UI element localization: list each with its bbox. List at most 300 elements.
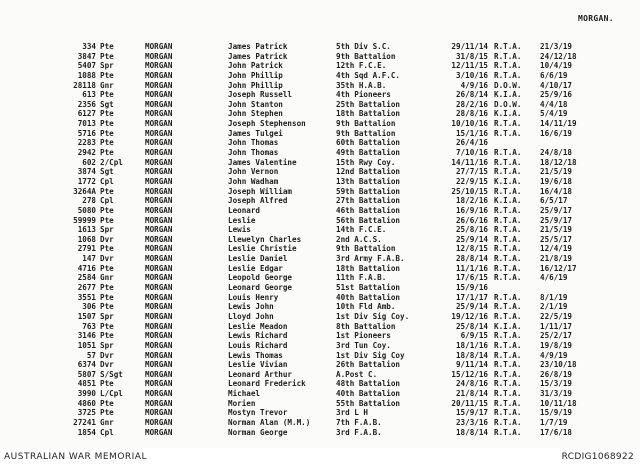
service-number: 5807 [77, 369, 96, 379]
service-number: 1854 [77, 427, 96, 437]
surname: MORGAN [145, 99, 173, 109]
return-date: 18/12/18 [540, 157, 577, 167]
given-names: John Wadham [228, 176, 279, 186]
surname: MORGAN [145, 176, 173, 186]
rank: Pte [100, 215, 114, 225]
surname: MORGAN [145, 254, 173, 264]
enlistment-date: 18/8/14 [455, 350, 488, 360]
return-date: 21/5/19 [540, 225, 573, 235]
enlistment-date: 28/8/14 [455, 254, 488, 264]
return-date: 4/9/19 [540, 350, 568, 360]
rank: Pte [100, 128, 114, 138]
service-number: 147 [82, 254, 96, 264]
fate-status: R.T.A. [494, 350, 522, 360]
fate-status: R.T.A. [494, 205, 522, 215]
table-row [0, 379, 640, 389]
surname: MORGAN [145, 389, 173, 399]
return-date: 25/2/17 [540, 331, 573, 341]
return-date: 19/6/18 [540, 176, 573, 186]
table-row [0, 225, 640, 235]
fate-status: D.O.W. [494, 80, 522, 90]
table-row [0, 235, 640, 245]
unit: 12nd Battalion [336, 167, 401, 177]
unit: 18th Battalion [336, 263, 401, 273]
return-date: 15/3/19 [540, 379, 573, 389]
service-number: 5407 [77, 61, 96, 71]
fate-status: R.T.A. [494, 254, 522, 264]
rank: Gnr [100, 80, 114, 90]
surname: MORGAN [145, 70, 173, 80]
service-number: 613 [82, 90, 96, 100]
unit: 25th Battalion [336, 99, 401, 109]
rank: Cpl [100, 427, 114, 437]
service-number: 2677 [77, 283, 96, 293]
table-row [0, 187, 640, 197]
given-names: Leopold George [228, 273, 293, 283]
rank: 2/Cpl [100, 157, 123, 167]
rank: Dvr [100, 350, 114, 360]
table-row [0, 360, 640, 370]
enlistment-date: 24/8/16 [455, 379, 488, 389]
service-number: 602 [82, 157, 96, 167]
return-date: 14/11/19 [540, 119, 577, 129]
return-date: 6/6/19 [540, 70, 568, 80]
fate-status: R.T.A. [494, 157, 522, 167]
surname: MORGAN [145, 138, 173, 148]
rank: Pte [100, 379, 114, 389]
table-row [0, 351, 640, 361]
service-number: 5080 [77, 205, 96, 215]
table-row [0, 90, 640, 100]
rank: Pte [100, 398, 114, 408]
service-number: 3551 [77, 292, 96, 302]
enlistment-date: 25/10/15 [451, 186, 488, 196]
given-names: Lewis Thomas [228, 350, 283, 360]
unit: 13th Battalion [336, 176, 401, 186]
given-names: John Thomas [228, 148, 279, 158]
enlistment-date: 10/10/16 [451, 119, 488, 129]
given-names: John Phillip [228, 80, 283, 90]
unit: 11th F.A.B. [336, 273, 387, 283]
return-date: 4/10/17 [540, 80, 573, 90]
table-row [0, 273, 640, 283]
unit: 1st Pioneers [336, 331, 391, 341]
service-number: 1772 [77, 176, 96, 186]
enlistment-date: 15/1/16 [455, 128, 488, 138]
rank: Pte [100, 51, 114, 61]
table-row [0, 283, 640, 293]
surname: MORGAN [145, 398, 173, 408]
fate-status: R.T.A. [494, 51, 522, 61]
surname: MORGAN [145, 263, 173, 273]
unit: 51st Battalion [336, 283, 401, 293]
given-names: John Stanton [228, 99, 283, 109]
unit: 59th Battalion [336, 186, 401, 196]
enlistment-date: 25/8/14 [455, 321, 488, 331]
surname: MORGAN [145, 234, 173, 244]
unit: 1st Div Sig Coy [336, 350, 405, 360]
given-names: John Phillip [228, 70, 283, 80]
table-row [0, 42, 640, 52]
service-number: 2791 [77, 244, 96, 254]
return-date: 5/4/19 [540, 109, 568, 119]
enlistment-date: 7/10/16 [455, 148, 488, 158]
fate-status: R.T.A. [494, 379, 522, 389]
return-date: 4/4/18 [540, 99, 568, 109]
given-names: John Patrick [228, 61, 283, 71]
surname: MORGAN [145, 109, 173, 119]
given-names: Leonard [228, 205, 261, 215]
table-row [0, 119, 640, 129]
fate-status: R.T.A. [494, 302, 522, 312]
surname: MORGAN [145, 205, 173, 215]
enlistment-date: 23/3/16 [455, 417, 488, 427]
given-names: James Patrick [228, 51, 288, 61]
return-date: 21/8/19 [540, 254, 573, 264]
table-row [0, 331, 640, 341]
surname: MORGAN [145, 311, 173, 321]
table-row [0, 100, 640, 110]
fate-status: R.T.A. [494, 389, 522, 399]
rank: Cpl [100, 176, 114, 186]
table-row [0, 370, 640, 380]
unit: 40th Battalion [336, 292, 401, 302]
surname: MORGAN [145, 369, 173, 379]
enlistment-date: 17/1/17 [455, 292, 488, 302]
table-row [0, 312, 640, 322]
fate-status: R.T.A. [494, 340, 522, 350]
unit: 3rd Tun Coy. [336, 340, 391, 350]
enlistment-date: 12/11/15 [451, 61, 488, 71]
fate-status: R.T.A. [494, 119, 522, 129]
surname: MORGAN [145, 215, 173, 225]
rank: Spr [100, 311, 114, 321]
enlistment-date: 21/8/14 [455, 389, 488, 399]
return-date: 8/1/19 [540, 292, 568, 302]
rank: Dvr [100, 234, 114, 244]
return-date: 25/9/17 [540, 215, 573, 225]
surname: MORGAN [145, 186, 173, 196]
surname: MORGAN [145, 148, 173, 158]
service-number: 59999 [73, 215, 96, 225]
rank: Pte [100, 408, 114, 418]
table-row [0, 244, 640, 254]
rank: Pte [100, 119, 114, 129]
unit: 12th F.C.E. [336, 61, 387, 71]
service-number: 1088 [77, 70, 96, 80]
given-names: Lewis John [228, 302, 274, 312]
surname: MORGAN [145, 196, 173, 206]
return-date: 24/8/18 [540, 148, 573, 158]
service-number: 27241 [73, 417, 96, 427]
fate-status: K.I.A. [494, 196, 522, 206]
given-names: James Valentine [228, 157, 297, 167]
table-row [0, 138, 640, 148]
unit: 18th Battalion [336, 109, 401, 119]
service-number: 3264A [73, 186, 96, 196]
return-date: 10/4/19 [540, 61, 573, 71]
service-number: 57 [86, 350, 96, 360]
rank: S/Sgt [100, 369, 123, 379]
given-names: Joseph Stephenson [228, 119, 306, 129]
fate-status: R.T.A. [494, 311, 522, 321]
unit: 14th F.C.E. [336, 225, 387, 235]
return-date: 22/5/19 [540, 311, 573, 321]
surname: MORGAN [145, 427, 173, 437]
given-names: Michael [228, 389, 261, 399]
table-row [0, 206, 640, 216]
unit: 4th Sqd A.F.C. [336, 70, 401, 80]
unit: 56th Battalion [336, 215, 401, 225]
archive-reference: RCDIG1068922 [561, 452, 634, 462]
nominal-roll-table [0, 42, 640, 437]
enlistment-date: 22/9/15 [455, 176, 488, 186]
surname: MORGAN [145, 90, 173, 100]
return-date: 25/5/17 [540, 234, 573, 244]
enlistment-date: 15/9/17 [455, 408, 488, 418]
service-number: 4716 [77, 263, 96, 273]
return-date: 31/3/19 [540, 389, 573, 399]
enlistment-date: 29/11/14 [451, 42, 488, 51]
rank: Pte [100, 321, 114, 331]
surname: MORGAN [145, 340, 173, 350]
given-names: Leslie [228, 215, 256, 225]
rank: Pte [100, 109, 114, 119]
unit: 55th Battalion [336, 398, 401, 408]
return-date: 12/4/19 [540, 244, 573, 254]
fate-status: K.I.A. [494, 321, 522, 331]
fate-status: R.T.A. [494, 42, 522, 51]
unit: 40th Battalion [336, 389, 401, 399]
surname: MORGAN [145, 119, 173, 129]
given-names: Mostyn Trevor [228, 408, 288, 418]
return-date: 4/6/19 [540, 273, 568, 283]
enlistment-date: 19/12/16 [451, 311, 488, 321]
return-date: 19/8/19 [540, 340, 573, 350]
unit: 10th Fld Amb. [336, 302, 396, 312]
given-names: John Stephen [228, 109, 283, 119]
return-date: 21/5/19 [540, 167, 573, 177]
unit: 60th Battalion [336, 138, 401, 148]
table-row [0, 322, 640, 332]
return-date: 16/6/19 [540, 128, 573, 138]
table-row [0, 418, 640, 428]
surname: MORGAN [145, 273, 173, 283]
surname: MORGAN [145, 379, 173, 389]
given-names: Lewis [228, 225, 251, 235]
service-number: 278 [82, 196, 96, 206]
rank: Spr [100, 225, 114, 235]
fate-status: R.T.A. [494, 128, 522, 138]
return-date: 6/5/17 [540, 196, 568, 206]
enlistment-date: 25/8/16 [455, 225, 488, 235]
unit: 27th Battalion [336, 196, 401, 206]
enlistment-date: 31/8/15 [455, 51, 488, 61]
surname: MORGAN [145, 225, 173, 235]
enlistment-date: 28/8/16 [455, 109, 488, 119]
table-row [0, 158, 640, 168]
fate-status: K.I.A. [494, 109, 522, 119]
unit: 15th Rwy Coy. [336, 157, 396, 167]
service-number: 6127 [77, 109, 96, 119]
rank: Pte [100, 42, 114, 51]
service-number: 5716 [77, 128, 96, 138]
unit: 8th Battalion [336, 321, 396, 331]
fate-status: R.T.A. [494, 398, 522, 408]
unit: A.Post C. [336, 369, 378, 379]
table-row [0, 81, 640, 91]
return-date: 23/10/18 [540, 360, 577, 370]
fate-status: R.T.A. [494, 292, 522, 302]
return-date: 26/8/19 [540, 369, 573, 379]
rank: Pte [100, 148, 114, 158]
unit: 35th H.A.B. [336, 80, 387, 90]
fate-status: R.T.A. [494, 148, 522, 158]
surname: MORGAN [145, 408, 173, 418]
given-names: John Vernon [228, 167, 279, 177]
given-names: Leslie Daniel [228, 254, 288, 264]
enlistment-date: 12/8/15 [455, 244, 488, 254]
unit: 2nd A.C.S. [336, 234, 382, 244]
given-names: Llewelyn Charles [228, 234, 302, 244]
given-names: James Patrick [228, 42, 288, 51]
service-number: 3725 [77, 408, 96, 418]
fate-status: R.T.A. [494, 408, 522, 418]
given-names: Lloyd John [228, 311, 274, 321]
return-date: 21/3/19 [540, 42, 573, 51]
fate-status: K.I.A. [494, 176, 522, 186]
unit: 3rd L H [336, 408, 369, 418]
archive-footer [0, 448, 640, 466]
rank: Sgt [100, 99, 114, 109]
surname: MORGAN [145, 157, 173, 167]
table-row [0, 389, 640, 399]
enlistment-date: 17/6/15 [455, 273, 488, 283]
fate-status: R.T.A. [494, 273, 522, 283]
service-number: 2584 [77, 273, 96, 283]
enlistment-date: 25/9/14 [455, 234, 488, 244]
given-names: Joseph Alfred [228, 196, 288, 206]
return-date: 10/11/18 [540, 398, 577, 408]
enlistment-date: 18/2/16 [455, 196, 488, 206]
surname: MORGAN [145, 321, 173, 331]
table-row [0, 167, 640, 177]
enlistment-date: 6/9/15 [460, 331, 488, 341]
unit: 48th Battalion [336, 379, 401, 389]
given-names: John Thomas [228, 138, 279, 148]
service-number: 4851 [77, 379, 96, 389]
enlistment-date: 15/9/16 [455, 283, 488, 293]
rank: Pte [100, 331, 114, 341]
service-number: 2356 [77, 99, 96, 109]
rank: Dvr [100, 254, 114, 264]
surname: MORGAN [145, 360, 173, 370]
table-row [0, 196, 640, 206]
rank: Pte [100, 292, 114, 302]
table-row [0, 109, 640, 119]
given-names: Norman Alan (M.M.) [228, 417, 311, 427]
table-row [0, 71, 640, 81]
surname: MORGAN [145, 350, 173, 360]
given-names: Leonard Frederick [228, 379, 306, 389]
rank: Pte [100, 186, 114, 196]
enlistment-date: 4/9/16 [460, 80, 488, 90]
service-number: 28118 [73, 80, 96, 90]
fate-status: R.T.A. [494, 427, 522, 437]
enlistment-date: 20/11/15 [451, 398, 488, 408]
enlistment-date: 9/11/14 [455, 360, 488, 370]
table-row [0, 399, 640, 409]
service-number: 763 [82, 321, 96, 331]
service-number: 1613 [77, 225, 96, 235]
return-date: 17/6/18 [540, 427, 573, 437]
fate-status: R.T.A. [494, 167, 522, 177]
archive-source: AUSTRALIAN WAR MEMORIAL [4, 452, 147, 462]
unit: 3rd F.A.B. [336, 427, 382, 437]
table-row [0, 52, 640, 62]
enlistment-date: 14/11/16 [451, 157, 488, 167]
table-row [0, 408, 640, 418]
service-number: 3874 [77, 167, 96, 177]
enlistment-date: 26/4/16 [455, 138, 488, 148]
given-names: Morien [228, 398, 256, 408]
enlistment-date: 16/9/16 [455, 205, 488, 215]
surname-heading: MORGAN. [578, 14, 614, 23]
service-number: 2942 [77, 148, 96, 158]
fate-status: R.T.A. [494, 263, 522, 273]
fate-status: R.T.A. [494, 331, 522, 341]
fate-status: R.T.A. [494, 417, 522, 427]
service-number: 2283 [77, 138, 96, 148]
enlistment-date: 27/7/15 [455, 167, 488, 177]
unit: 49th Battalion [336, 148, 401, 158]
enlistment-date: 15/12/16 [451, 369, 488, 379]
surname: MORGAN [145, 51, 173, 61]
return-date: 16/12/17 [540, 263, 577, 273]
given-names: Leonard Arthur [228, 369, 293, 379]
fate-status: R.T.A. [494, 186, 522, 196]
return-date: 1/11/17 [540, 321, 573, 331]
given-names: Leslie Edgar [228, 263, 283, 273]
service-number: 1051 [77, 340, 96, 350]
surname: MORGAN [145, 244, 173, 254]
rank: Gnr [100, 273, 114, 283]
fate-status: R.T.A. [494, 215, 522, 225]
enlistment-date: 25/9/14 [455, 302, 488, 312]
service-number: 3847 [77, 51, 96, 61]
rank: Spr [100, 61, 114, 71]
fate-status: R.T.A. [494, 70, 522, 80]
given-names: Lewis Richard [228, 331, 288, 341]
surname: MORGAN [145, 42, 173, 51]
table-row [0, 177, 640, 187]
return-date: 24/12/18 [540, 51, 577, 61]
fate-status: R.T.A. [494, 61, 522, 71]
table-row [0, 148, 640, 158]
fate-status: R.T.A. [494, 360, 522, 370]
given-names: Joseph Russell [228, 90, 293, 100]
service-number: 1068 [77, 234, 96, 244]
service-number: 6374 [77, 360, 96, 370]
unit: 9th Battalion [336, 244, 396, 254]
table-row [0, 129, 640, 139]
fate-status: R.T.A. [494, 225, 522, 235]
table-row [0, 254, 640, 264]
given-names: Leslie Christie [228, 244, 297, 254]
service-number: 4860 [77, 398, 96, 408]
surname: MORGAN [145, 302, 173, 312]
enlistment-date: 3/10/16 [455, 70, 488, 80]
